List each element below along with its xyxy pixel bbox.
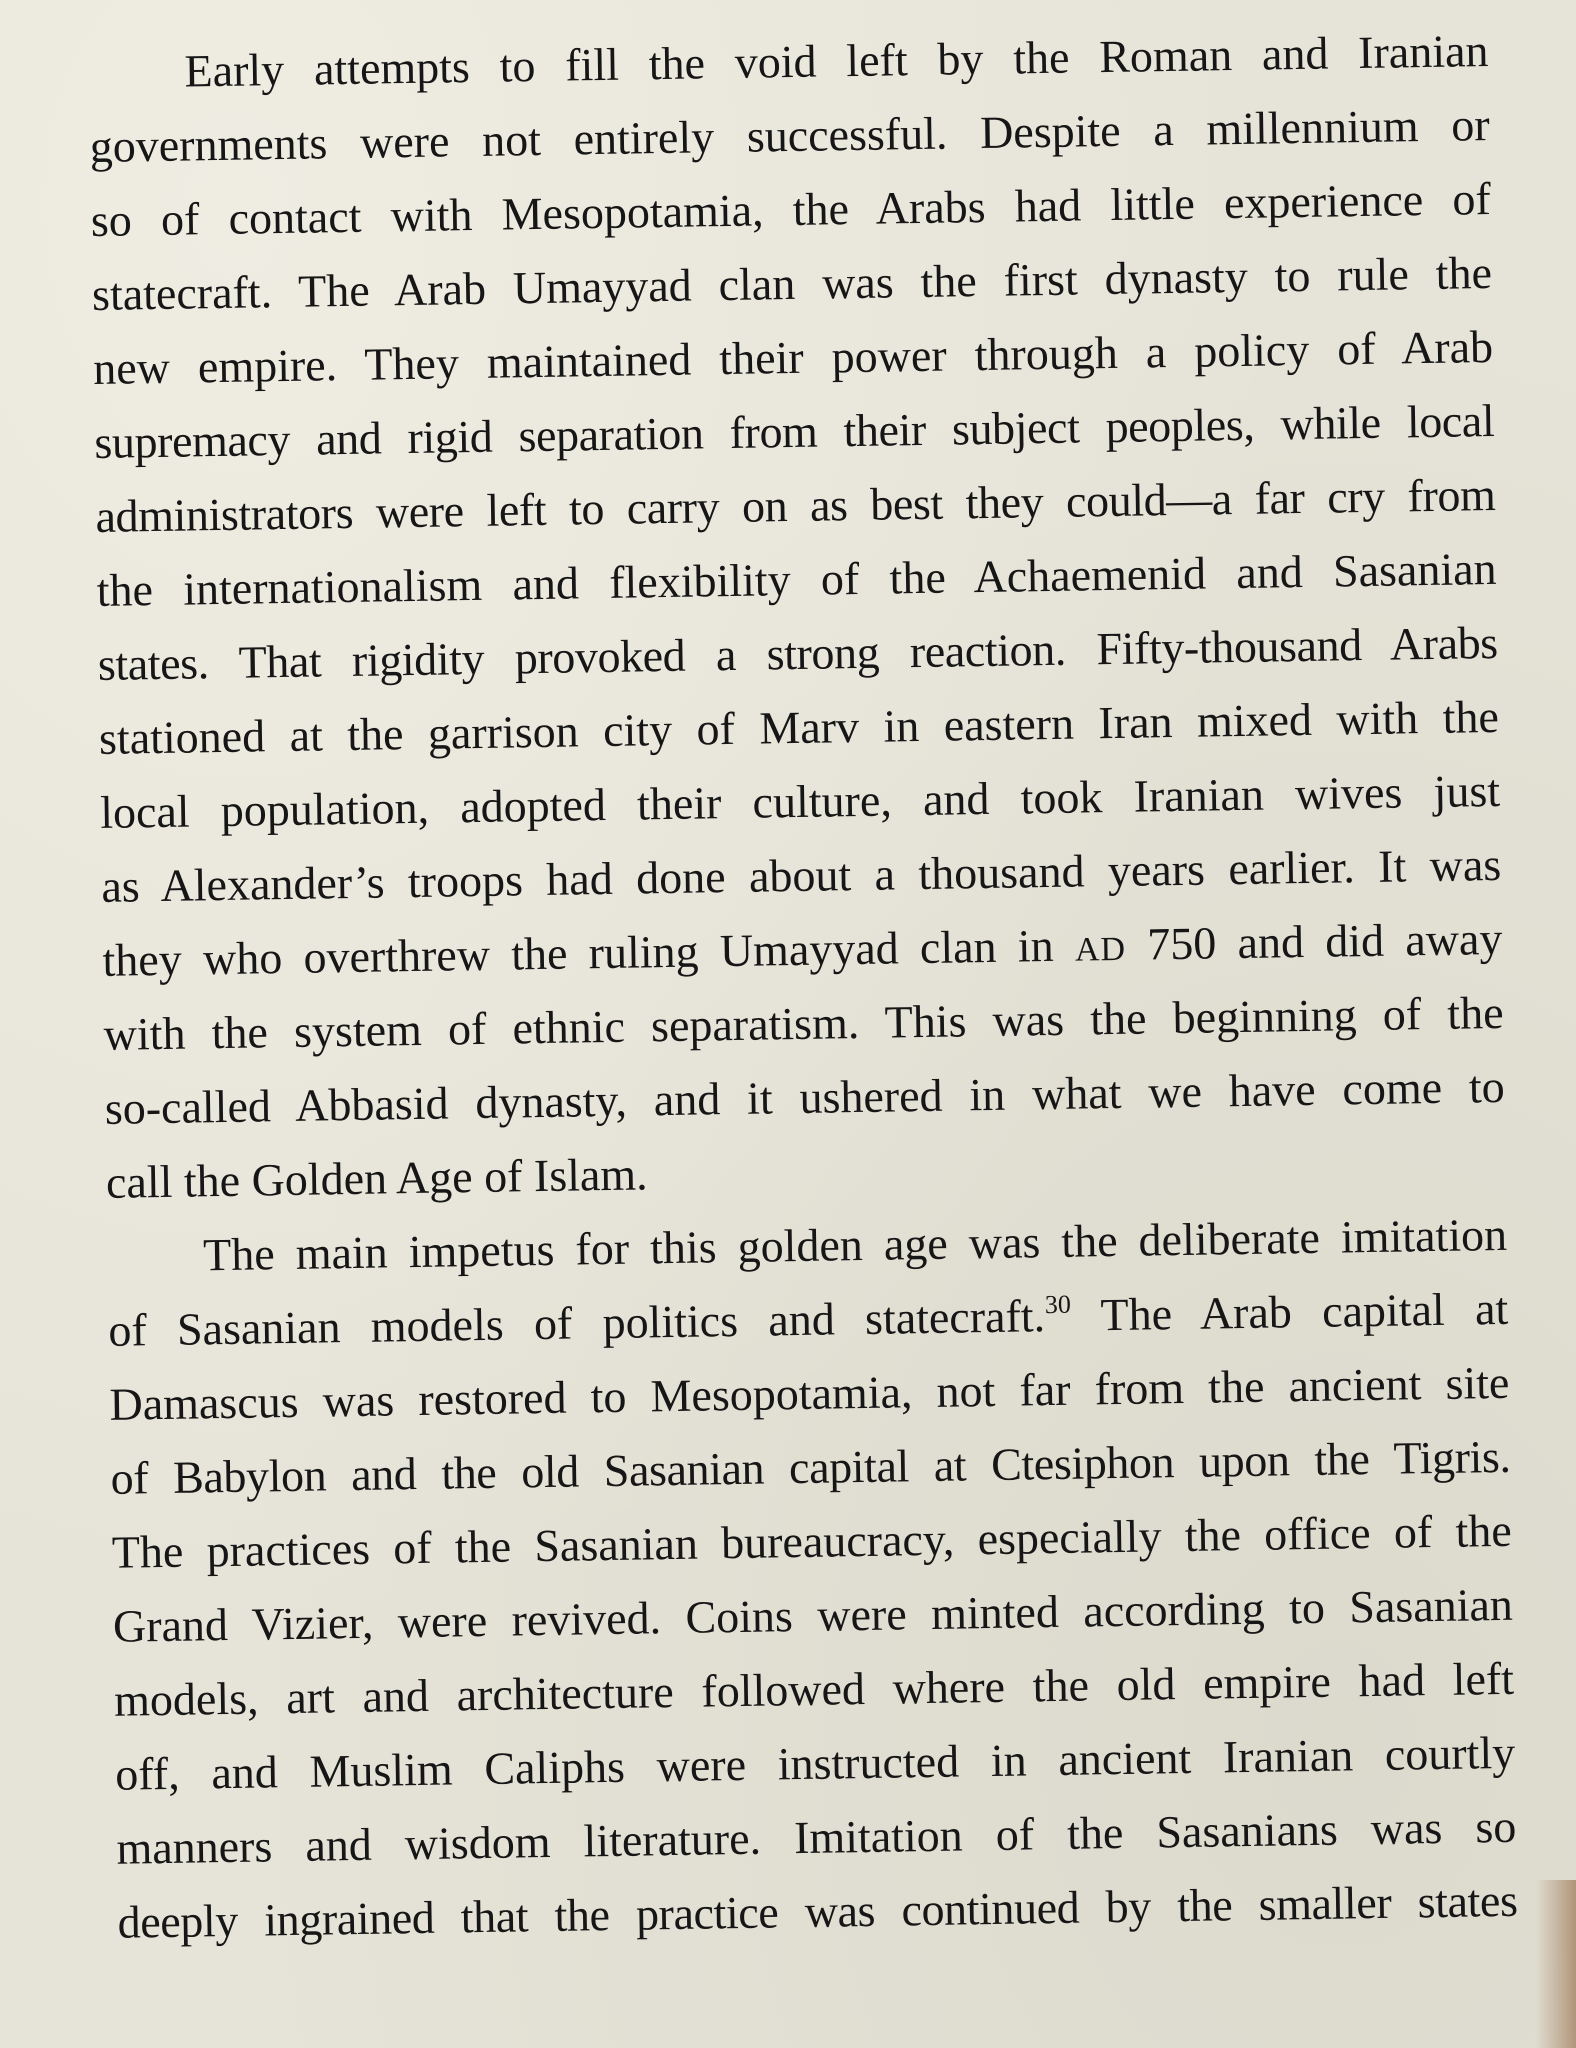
text-line: The main impetus for this golden age was the deliberate imitation [202, 1208, 1508, 1281]
text-line: as Alexander’s troops had done about a thousand years earlier. It was [100, 838, 1502, 912]
text-line: manners and wisdom literature. Imitation of the Sasanians was so [116, 1800, 1517, 1874]
text-line: Damascus was restored to Mesopotamia, not far from the ancient site [109, 1356, 1510, 1430]
page-edge-shadow [1536, 1880, 1576, 2048]
text-segment: The Arab capital at [1070, 1282, 1509, 1341]
paragraph-1 [88, 14, 1506, 1220]
text-line: governments were not entirely successful. Despite a millennium or [89, 98, 1490, 172]
text-line: deeply ingrained that the practice was continued by the smaller states [117, 1874, 1518, 1948]
text-line: The practices of the Sasanian bureaucracy, especially the office of the [111, 1504, 1513, 1578]
text-line: so of contact with Mesopotamia, the Arabs had little experience of [90, 172, 1492, 246]
text-line: new empire. They maintained their power through a policy of Arab [92, 320, 1494, 394]
text-line: states. That rigidity provoked a strong reaction. Fifty-thousand Arabs [97, 616, 1499, 690]
text-line: administrators were left to carry on as best they could—a far cry from [95, 468, 1496, 542]
text-line: stationed at the garrison city of Marv in eastern Iran mixed with the [98, 690, 1500, 764]
text-segment: they who overthrew the ruling Umayyad clan in [102, 919, 1076, 986]
text-line: models, art and architecture followed where the old empire had left [113, 1652, 1515, 1726]
text-line: off, and Muslim Caliphs were instructed in ancient Iranian courtly [114, 1726, 1516, 1800]
footnote-marker: 30 [1044, 1289, 1072, 1320]
text-line: the internationalism and flexibility of the Achaemenid and Sasanian [96, 542, 1497, 616]
body-text [88, 14, 1518, 1960]
text-line: with the system of ethnic separatism. This was the beginning of the [103, 986, 1504, 1060]
text-segment: 750 and did away [1125, 912, 1503, 970]
text-line: call the Golden Age of Islam. [105, 1148, 648, 1208]
text-line: local population, adopted their culture, and took Iranian wives just [99, 764, 1501, 838]
text-line: supremacy and rigid separation from their subject peoples, while local [93, 394, 1495, 468]
text-line: Early attempts to fill the void left by the Roman and Iranian [184, 25, 1489, 97]
text-line: statecraft. The Arab Umayyad clan was the first dynasty to rule the [91, 246, 1493, 320]
paragraph-2 [107, 1198, 1518, 1960]
text-line: of Babylon and the old Sasanian capital at Ctesiphon upon the Tigris. [110, 1430, 1511, 1504]
text-segment: of Sasanian models of politics and statecraft. [107, 1290, 1046, 1356]
era-abbreviation: AD [1074, 930, 1127, 969]
text-line: Grand Vizier, were revived. Coins were minted according to Sasanian [112, 1578, 1514, 1652]
text-line: so-called Abbasid dynasty, and it ushered in what we have come to [104, 1060, 1506, 1134]
